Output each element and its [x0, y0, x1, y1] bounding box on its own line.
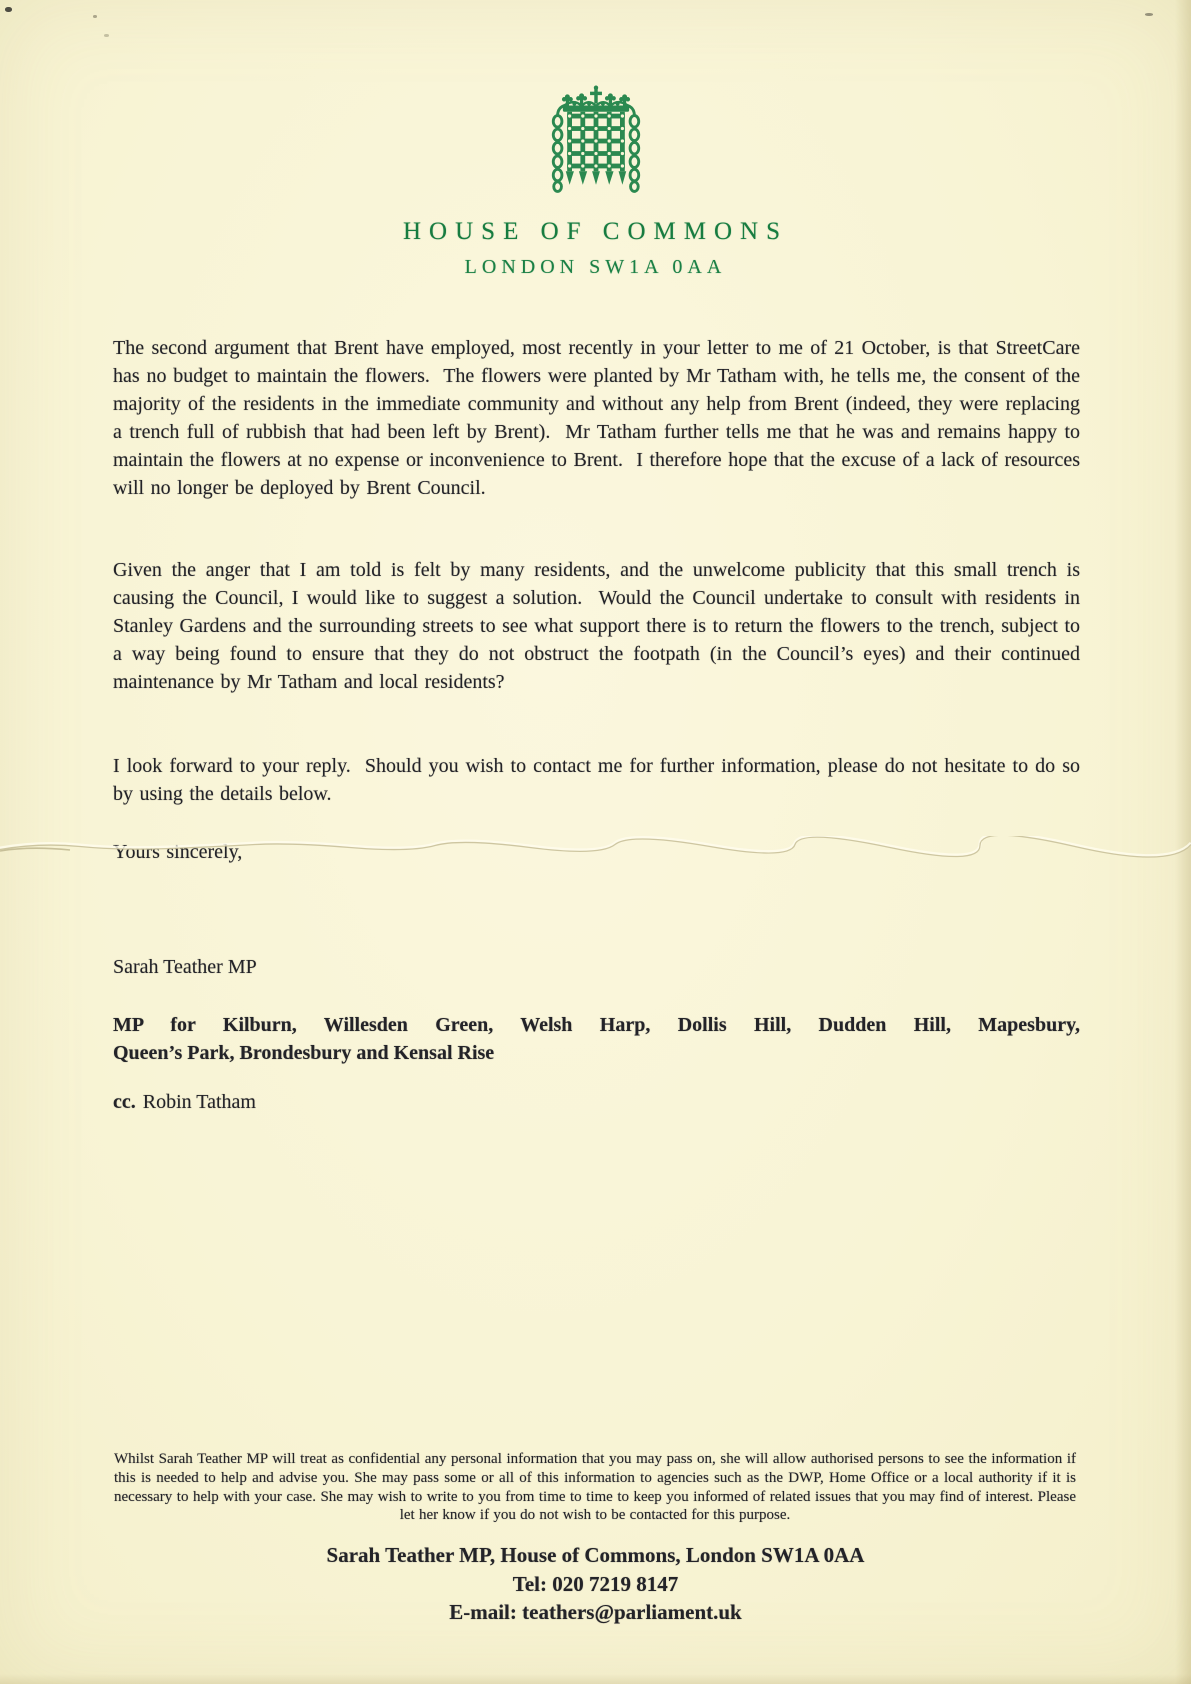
scan-edge-shadow	[0, 1674, 1191, 1684]
letter-paragraph-3: I look forward to your reply. Should you wish to contact me for further information, please do not hesitate to do so by using the details below.	[113, 755, 1087, 805]
scan-speck	[5, 7, 12, 12]
letter-closing: Yours sincerely,	[113, 841, 243, 863]
letterhead-address: LONDON SW1A 0AA	[464, 256, 727, 278]
cc-line	[113, 1091, 256, 1114]
letter-paragraph-2: Given the anger that I am told is felt by many residents, and the unwelcome publicity that this small trench is causing the Council, I would like to suggest a solution. Would the Council undertake to consult with residents in Stanley Gardens and the surrounding streets to see what support there is to return the flowers to the trench, subject to a way being found to ensure that they do not obstruct the footpath (in the Council’s eyes) and their continued maintenance by Mr Tatham and local residents?	[113, 559, 1087, 693]
portcullis-crest-icon	[548, 84, 644, 204]
constituency-line-1: MP for Kilburn, Willesden Green, Welsh Harp, Dollis Hill, Dudden Hill, Mapesbury,	[113, 1014, 1080, 1036]
contact-email-line: E-mail: teathers@parliament.uk	[449, 1600, 742, 1624]
contact-tel-line: Tel: 020 7219 8147	[512, 1571, 679, 1596]
constituency-line-2: Queen’s Park, Brondesbury and Kensal Rise	[113, 1042, 495, 1064]
contact-block	[0, 1541, 1191, 1627]
letter-paragraph-1: The second argument that Brent have employed, most recently in your letter to me of 21 October, is that StreetCare has no budget to maintain the flowers. The flowers were planted by Mr Tatham with, he tells me, the consent of the majority of the residents in the immediate community and without any help from Brent (indeed, they were replacing a trench full of rubbish that had been left by Brent). Mr Tatham further tells me that he was and remains happy to maintain the flowers at no expense or inconvenience to Brent. I therefore hope that the excuse of a lack of resources will no longer be deployed by Brent Council.	[113, 337, 1087, 499]
paper-fold-crease	[0, 836, 1191, 858]
scan-speck	[104, 34, 109, 37]
scan-speck	[1145, 13, 1153, 16]
letterhead-title: HOUSE OF COMMONS	[403, 218, 788, 245]
signatory-name: Sarah Teather MP	[113, 956, 257, 978]
contact-address-line: Sarah Teather MP, House of Commons, London SW1A 0AA	[326, 1543, 865, 1567]
cc-label: cc.	[113, 1091, 136, 1113]
scan-speck	[93, 15, 97, 18]
confidentiality-disclaimer: Whilst Sarah Teather MP will treat as confidential any personal information that you may pass on, she will allow authorised persons to see the information if this is needed to help and advise you. She may pass some or all of this information to agencies such as the DWP, Home Office or a local authority if it is necessary to help with your case. She may wish to write to you from time to time to keep you informed of related issues that you may find of interest. Please let her know if you do not wish to be contacted for this purpose.	[114, 1451, 1076, 1524]
cc-name: Robin Tatham	[142, 1091, 256, 1113]
